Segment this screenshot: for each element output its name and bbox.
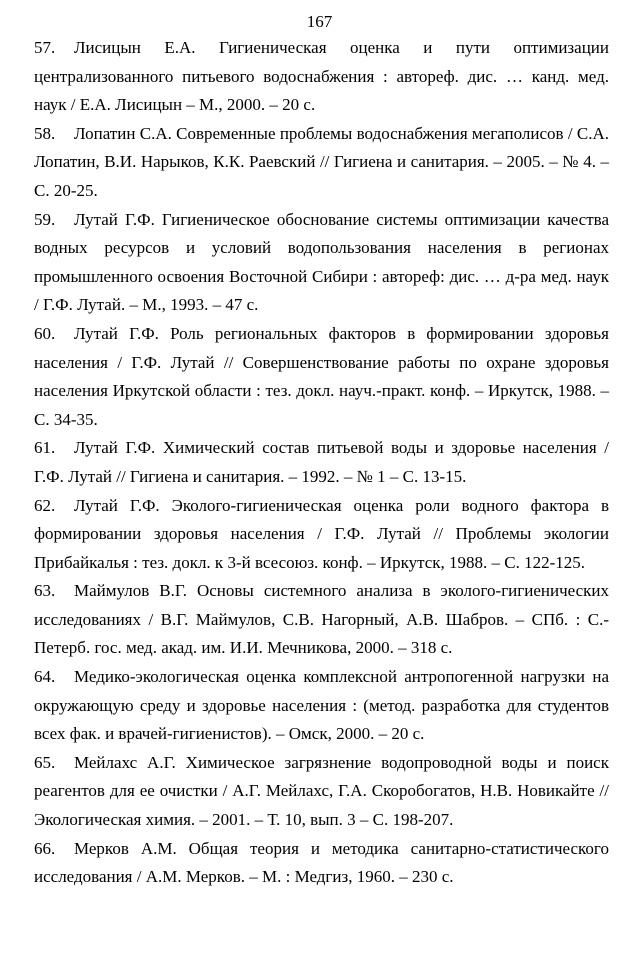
reference-text: Медико-экологическая оценка комплексной антропогенной нагрузки на окружающую среду и здоровье населения : (метод. разработка для студентов всех фак. и врачей-гигиенистов). – Омск, 2000. – 20 с.	[34, 667, 609, 744]
reference-item	[34, 492, 609, 578]
reference-number: 61.	[34, 438, 56, 458]
reference-list	[34, 34, 609, 892]
page-number: 167	[306, 12, 333, 31]
reference-item	[34, 577, 609, 663]
reference-text: Лутай Г.Ф. Роль региональных факторов в формировании здоровья населения / Г.Ф. Лутай // Совершенствование работы по охране здоровья населения Иркутской области : тез. докл. науч.-практ. конф. – Иркутск, 1988. – С. 34-35.	[34, 323, 609, 429]
reference-text: Мейлахс А.Г. Химическое загрязнение водопроводной воды и поиск реагентов для ее очистки / А.Г. Мейлахс, Г.А. Скоробогатов, Н.В. Новикайте // Экологическая химия. – 2001. – Т. 10, вып. 3 – С. 198-207.	[34, 752, 609, 830]
reference-text: Лутай Г.Ф. Химический состав питьевой воды и здоровье населения / Г.Ф. Лутай // Гигиена и санитария. – 1992. – № 1 – С. 13-15.	[34, 438, 609, 486]
reference-item	[34, 835, 609, 892]
reference-number: 63.	[34, 581, 56, 601]
reference-item	[34, 663, 609, 749]
reference-number: 65.	[34, 752, 56, 772]
reference-number: 57.	[34, 38, 56, 57]
reference-number: 58.	[34, 123, 56, 143]
reference-number: 59.	[34, 209, 56, 229]
reference-item	[34, 120, 609, 206]
reference-text: Лутай Г.Ф. Гигиеническое обоснование системы оптимизации качества водных ресурсов и условий водопользования населения в регионах промышленного освоения Восточной Сибири : автореф: дис. … д-ра мед. наук / Г.Ф. Лутай. – М., 1993. – 47 с.	[34, 209, 609, 315]
reference-item	[34, 320, 609, 434]
reference-number: 60.	[34, 323, 56, 343]
reference-number: 62.	[34, 495, 56, 515]
reference-item	[34, 434, 609, 491]
reference-text: Лисицын Е.А. Гигиеническая оценка и пути оптимизации централизованного питьевого водоснабжения : автореф. дис. … канд. мед. наук / Е.А. Лисицын – М., 2000. – 20 с.	[34, 38, 609, 115]
reference-number: 66.	[34, 838, 56, 858]
reference-text: Мерков А.М. Общая теория и методика санитарно-статистического исследования / А.М. Мерков. – М. : Медгиз, 1960. – 230 с.	[34, 838, 609, 887]
reference-text: Лопатин С.А. Современные проблемы водоснабжения мегаполисов / С.А. Лопатин, В.И. Нарыков, К.К. Раевский // Гигиена и санитария. – 2005. – № 4. – С. 20-25.	[34, 123, 609, 200]
reference-number: 64.	[34, 667, 56, 687]
reference-item	[34, 34, 609, 120]
reference-text: Маймулов В.Г. Основы системного анализа в эколого-гигиенических исследованиях / В.Г. Маймулов, С.В. Нагорный, А.В. Шабров. – СПб. : С.-Петерб. гос. мед. акад. им. И.И. Мечникова, 2000. – 318 с.	[34, 581, 609, 658]
reference-item	[34, 206, 609, 320]
reference-item	[34, 749, 609, 835]
reference-text: Лутай Г.Ф. Эколого-гигиеническая оценка роли водного фактора в формировании здоровья населения / Г.Ф. Лутай // Проблемы экологии Прибайкалья : тез. докл. к 3-й всесоюз. конф. – Иркутск, 1988. – С. 122-125.	[34, 495, 609, 572]
